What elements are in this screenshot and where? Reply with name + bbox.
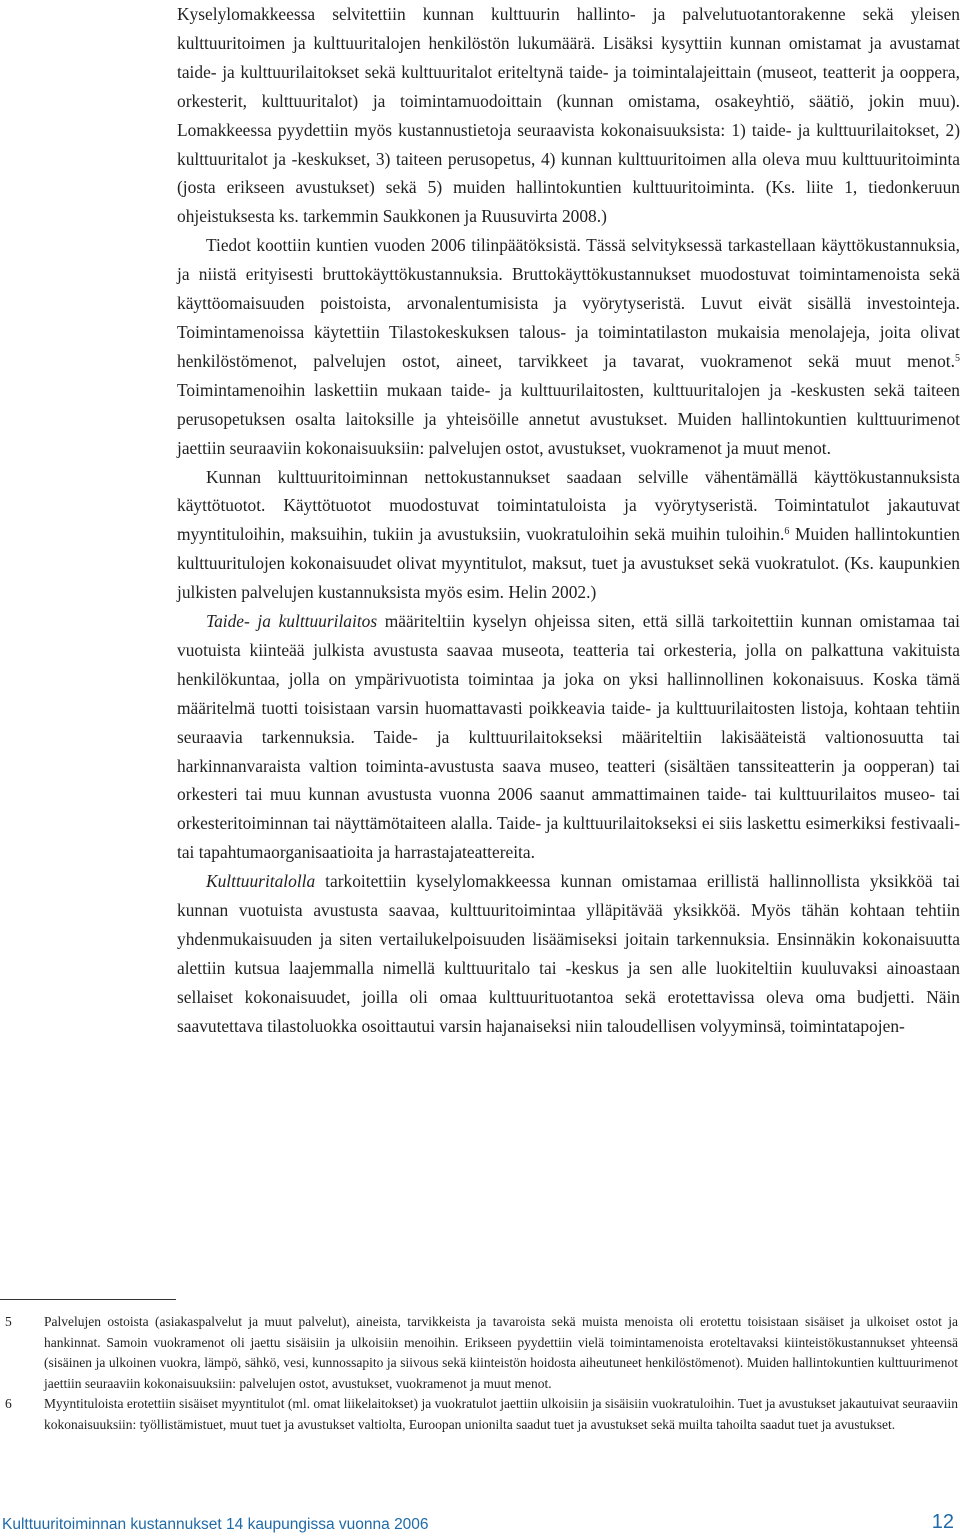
footnote-ref: 5 [955, 352, 960, 364]
footnote [0, 1394, 960, 1435]
defined-term: Taide- ja kulttuurilaitos [206, 611, 378, 632]
page-footer [0, 1508, 960, 1536]
footnote-divider [0, 1299, 176, 1300]
page-number: 12 [931, 1511, 954, 1533]
paragraph [177, 607, 960, 867]
footnote-number: 6 [5, 1396, 12, 1412]
paragraph [177, 463, 960, 608]
paragraph [177, 0, 960, 231]
footnote-number: 5 [5, 1314, 12, 1329]
paragraph-text: Tiedot koottiin kuntien vuoden 2006 tilinpäätöksistä. Tässä selvityksessä tarkastellaan käyttökustannuksia, ja niistä erityisesti bruttokäyttökustannuksia. Bruttokäyttökustannukset muodostuvat toimintamenoista sekä käyttöomaisuuden poistoista, arvonalentumisista ja vyörytyseristä. Luvut eivät sisällä investointeja. Toimintamenoissa käytettiin Tilastokeskuksen talous- ja toimintatilaston mukaisia menolajeja, joita olivat henkilöstömenot, palvelujen ostot, aineet, tarvikkeet ja tavarat, vuokramenot sekä muut menot. [177, 235, 960, 371]
footnote-ref: 6 [784, 526, 790, 538]
footnote-text: Palvelujen ostoista (asiakaspalvelut ja muut palvelut), aineista, tarvikkeista ja tavaroista sekä muista menoista oli erotettu toisistaan sisäiset ja ulkoiset ostot ja hankinnat. Samoin vuokramenot oli jaettu sisäisiin ja ulkoisiin menoihin. Erikseen pyydettiin vielä toimintamenoista eroteltavaksi kiinteistökustannukset yhteensä (sisäinen ja ulkoinen vuokra, lämpö, sähkö, vesi, kunnossapito ja siivous sekä kiinteistön hoidosta aiheutuneet henkilöstömenot). Muiden hallintokuntien kulttuurimenot jaettiin seuraaviin kokonaisuuksiin: palvelujen ostot, avustukset, vuokramenot ja muut menot. [44, 1314, 958, 1391]
running-title: Kulttuuritoiminnan kustannukset 14 kaupungissa vuonna 2006 [2, 1516, 429, 1533]
paragraph [177, 867, 960, 1040]
footnotes [0, 1312, 960, 1436]
paragraph-text: Kunnan kulttuuritoiminnan nettokustannukset saadaan selville vähentämällä käyttökustannuksista käyttötuotot. Käyttötuotot muodostuvat toimintatuloista ja vyörytyseristä. Toimintatulot jakautuvat myyntituloihin, maksuihin, tukiin ja avustuksiin, vuokratuloihin sekä muihin tuloihin. [177, 466, 960, 545]
defined-term: Kulttuuritalolla [206, 871, 316, 892]
footnote-text: Myyntituloista erotettiin sisäiset myyntitulot (ml. omat liikelaitokset) ja vuokratulot jaettiin ulkoisiin ja sisäisiin vuokratuloihin. Tuet ja avustukset jakautuivat seuraaviin kokonaisuuksiin: työllistämistuet, muut tuet ja avustukset valtiolta, Euroopan unionilta saadut tuet ja avustukset sekä muilta tahoilta saadut tuet ja avustukset. [44, 1396, 958, 1432]
paragraph-text: Kyselylomakkeessa selvitettiin kunnan kulttuurin hallinto- ja palvelutuotantorakenne sekä yleisen kulttuuritoimen ja kulttuuritalojen henkilöstön lukumäärä. Lisäksi kysyttiin kunnan omistamat ja avustamat taide- ja kulttuurilaitokset sekä kulttuuritalot eriteltynä taide- ja toimintalajeittain (museot, teatterit ja ooppera, orkesterit, kulttuuritalot) ja toimintamuodoittain (kunnan omistama, osakeyhtiö, säätiö, jokin muu). Lomakkeessa pyydettiin myös kustannustietoja seuraavista kokonaisuuksista: 1) taide- ja kulttuurilaitokset, 2) kulttuuritalot ja -keskukset, 3) taiteen perusopetus, 4) kunnan kulttuuritoimen alla oleva muu kulttuuritoiminta (josta erikseen avustukset) sekä 5) muiden hallintokuntien kulttuuritoiminta. (Ks. liite 1, tiedonkeruun ohjeistuksesta ks. tarkemmin Saukkonen ja Ruusuvirta 2008.) [177, 4, 960, 227]
paragraph-text: Toimintamenoihin laskettiin mukaan taide- ja kulttuurilaitosten, kulttuuritalojen ja -keskusten sekä taiteen perusopetuksen osalta laitoksille ja yhteisöille annetut avustukset. Muiden hallintokuntien kulttuurimenot jaettiin seuraaviin kokonaisuuksiin: palvelujen ostot, avustukset, vuokramenot ja muut menot. [177, 379, 960, 458]
main-text [177, 0, 960, 1041]
paragraph-text: Muiden hallintokuntien kulttuuritulojen kokonaisuudet olivat myyntitulot, maksut, tuet ja avustukset sekä vuokratulot. (Ks. kaupunkien julkisten palvelujen kustannuksista myös esim. Helin 2002.) [177, 524, 960, 603]
footnote [0, 1312, 960, 1394]
paragraph [177, 231, 960, 462]
paragraph-text: määriteltiin kyselyn ohjeissa siten, että sillä tarkoitettiin kunnan omistamaa tai vuotuista kiinteää julkista avustusta saavaa museota, teatteria tai orkesteria, jolla on palkattuna vakituista henkilökuntaa, jolla on ympärivuotista toimintaa ja joka on yksi hallinnollinen kokonaisuus. Koska tämä määritelmä tuotti toisistaan varsin huomattavasti poikkeavia taide- ja kulttuurilaitosten listoja, kohtaan tehtiin seuraavia tarkennuksia. Taide- ja kulttuurilaitokseksi määriteltiin lakisääteistä valtionosuutta tai harkinnanvaraista valtion toiminta-avustusta saava museo, teatteri (sisältäen tanssiteatterin ja oopperan) tai orkesteri tai muu kunnan avustusta vuonna 2006 saanut ammattimainen taide- tai kulttuurilaitos museo- tai orkesteritoiminnan tai näyttämötaiteen alalla. Taide- ja kulttuurilaitokseksi ei siis laskettu esimerkiksi festivaali- tai tapahtumaorganisaatioita ja harrastajateattereita. [177, 611, 960, 863]
paragraph-text: tarkoitettiin kyselylomakkeessa kunnan omistamaa erillistä hallinnollista yksikköä tai kunnan vuotuista avustusta saavaa, kulttuuritoimintaa ylläpitävää yksikköä. Myös tähän kohtaan tehtiin yhdenmukaisuuden ja siten vertailukelpoisuuden lisäämiseksi joitain tarkennuksia. Ensinnäkin kokonaisuutta alettiin kutsua laajemmalla nimellä kulttuuritalo tai -keskus ja sen alle luokiteltiin kuuluvaksi ainoastaan sellaiset kokonaisuudet, joilla oli omaa kulttuurituotantoa sekä erotettavissa oleva oma budjetti. Näin saavutettava tilastoluokka osoittautui varsin hajanaiseksi niin taloudellisen volyyminsä, toimintatapojen- [177, 871, 960, 1036]
